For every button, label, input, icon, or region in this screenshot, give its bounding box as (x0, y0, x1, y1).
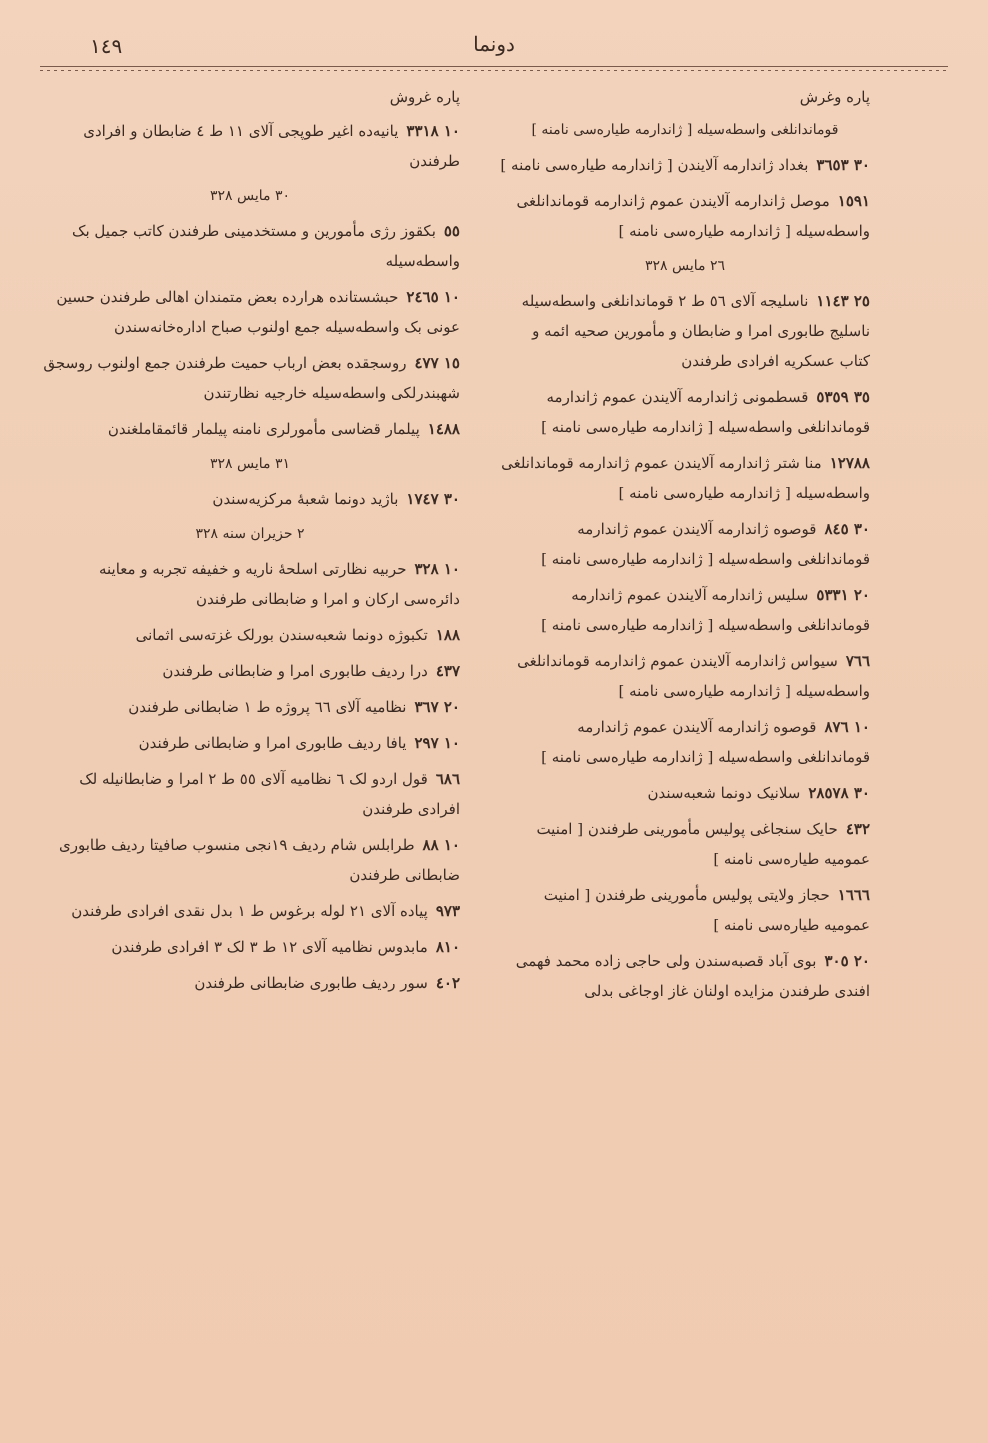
entry-text: مابدوس نظامیه آلای ١٢ ط ٣ لک ٣ افرادی طرفندن (111, 938, 428, 956)
ledger-entry (500, 646, 870, 706)
entry-amount: ١٤٨٨ (427, 420, 460, 438)
entry-text: موصل ژاندارمه آلایندن عموم ژاندارمه قوماندانلغی واسطه‌سیله [ ژاندارمه طیاره‌سی نامنه ] (516, 192, 870, 240)
entry-text: پیلمار قضاسی مأمورلری نامنه پیلمار قائمقاملغندن (107, 420, 420, 438)
ledger-entry (40, 968, 460, 998)
entry-amount: ٤٣٧ (435, 662, 460, 680)
entry-amount: ١٠ ٨٧٦ (824, 718, 870, 736)
entry-amount: ٦٨٦ (435, 770, 460, 788)
ledger-entry (500, 382, 870, 442)
entry-text: قوصوه ژاندارمه آلایندن عموم ژاندارمه قوماندانلغی واسطه‌سیله [ ژاندارمه طیاره‌سی نامنه ] (541, 718, 870, 766)
date-line (40, 450, 460, 478)
ledger-entry (500, 880, 870, 940)
entry-amount: ٣٠ ٨٤٥ (824, 520, 870, 538)
date-line (500, 252, 870, 280)
ledger-entry (500, 448, 870, 508)
ledger-entry (40, 692, 460, 722)
entry-text: بکقوز رژی مأمورین و مستخدمینی طرفندن کاتب جمیل بک واسطه‌سیله (72, 222, 460, 270)
entry-text: ٣١ مایس ٣٢٨ (209, 456, 291, 472)
ledger-entry (500, 186, 870, 246)
ledger-entry (500, 946, 870, 1006)
page-number: ١٤٩ (90, 34, 123, 58)
ledger-entry (40, 216, 460, 276)
entry-amount: ٢٥ ١١٤٣ (816, 292, 870, 310)
entry-amount: ٣٠ ١٧٤٧ (406, 490, 460, 508)
entry-text: سور ردیف طابوری ضابطانی طرفندن (194, 974, 428, 992)
entry-text: قول اردو لک ٦ نظامیه آلای ٥٥ ط ٢ امرا و ضابطانیله لک افرادی طرفندن (79, 770, 460, 818)
ledger-entry (500, 580, 870, 640)
entry-list (40, 116, 460, 998)
entry-text: حایک سنجاغی پولیس مأمورینی طرفندن [ امنیت عمومیه طیاره‌سی نامنه ] (536, 820, 870, 868)
date-line (500, 116, 870, 144)
entry-text: یافا ردیف طابوری امرا و ضابطانی طرفندن (138, 734, 407, 752)
entry-text: سلیس ژاندارمه آلایندن عموم ژاندارمه قوماندانلغی واسطه‌سیله [ ژاندارمه طیاره‌سی نامنه ] (541, 586, 870, 634)
entry-text: ٢٦ مایس ٣٢٨ (644, 258, 726, 274)
ledger-entry (40, 554, 460, 614)
ledger-entry (40, 414, 460, 444)
entry-text: سلانیک دونما شعبه‌سندن (647, 784, 801, 802)
entry-text: حجاز ولایتی پولیس مأمورینی طرفندن [ امنیت عمومیه طیاره‌سی نامنه ] (543, 886, 870, 934)
entry-amount: ٨١٠ (435, 938, 460, 956)
entry-text: پیاده آلای ٢١ لوله برغوس ط ١ بدل نقدی افرادی طرفندن (71, 902, 428, 920)
entry-amount: ١٢٧٨٨ (829, 454, 870, 472)
entry-amount: ٢٠ ٣٦٧ (414, 698, 460, 716)
entry-amount: ١٦٦٦ (837, 886, 870, 904)
entry-amount: ٣٠ ٣٦٥٣ (816, 156, 870, 174)
entry-text: یانیه‌ده اغیر طوپجی آلای ١١ ط ٤ ضابطان و افرادی طرفندن (83, 122, 460, 170)
entry-amount: ٩٧٣ (435, 902, 460, 920)
entry-text: ٢ حزیران سنه ٣٢٨ (195, 526, 305, 542)
entry-text: روسجقده بعض ارباب حمیت طرفندن جمع اولنوب روسجق شهبندرلکی واسطه‌سیله خارجیه نظارتندن (43, 354, 460, 402)
entry-amount: ١٥٩١ (837, 192, 870, 210)
ledger-entry (40, 728, 460, 758)
ledger-entry (500, 286, 870, 376)
left-column (40, 88, 460, 1004)
entry-amount: ٢٠ ٣٠٥ (824, 952, 870, 970)
entry-text: تکبوژه دونما شعبه‌سندن بورلک غزته‌سی اثمانی (135, 626, 428, 644)
entry-text: باژید دونما شعبهٔ مرکزیه‌سندن (212, 490, 399, 508)
entry-amount: ١٠ ٣٣١٨ (406, 122, 460, 140)
date-line (40, 520, 460, 548)
entry-text: سیواس ژاندارمه آلایندن عموم ژاندارمه قوماندانلغی واسطه‌سیله [ ژاندارمه طیاره‌سی نامنه ] (517, 652, 870, 700)
entry-text: بوی آباد قصبه‌سندن ولی حاجی زاده محمد فهمی افندی طرفندن مزایده اولنان غاز اوجاغی بدلی (515, 952, 870, 1000)
entry-text: نظامیه آلای ٦٦ پروژه ط ١ ضابطانی طرفندن (128, 698, 407, 716)
entry-text: منا شتر ژاندارمه آلایندن عموم ژاندارمه قوماندانلغی واسطه‌سیله [ ژاندارمه طیاره‌سی نامنه ] (501, 454, 870, 502)
entry-text: قوماندانلغی واسطه‌سیله [ ژاندارمه طیاره‌سی نامنه ] (531, 122, 839, 138)
entry-text: درا ردیف طابوری امرا و ضابطانی طرفندن (162, 662, 428, 680)
entry-amount: ١٨٨ (435, 626, 460, 644)
entry-text: طرابلس شام ردیف ١٩نجی منسوب صافیتا ردیف طابوری ضابطانی طرفندن (58, 836, 460, 884)
ledger-entry (500, 150, 870, 180)
ledger-entry (40, 116, 460, 176)
ledger-entry (500, 712, 870, 772)
entry-amount: ٤٣٢ (845, 820, 870, 838)
ledger-entry (40, 932, 460, 962)
column-heading: پاره غروش (389, 88, 460, 106)
entry-text: حربیه نظارتی اسلحهٔ ناریه و خفیفه تجربه و معاینه دائره‌سی ارکان و امرا و ضابطانی طرفندن (98, 560, 460, 608)
ledger-entry (40, 896, 460, 926)
ledger-entry (500, 814, 870, 874)
entry-amount: ٢٠ ٥٣٣١ (816, 586, 870, 604)
entry-amount: ٣٠ ٢٨٥٧٨ (808, 784, 870, 802)
ledger-entry (40, 484, 460, 514)
ledger-entry (40, 764, 460, 824)
ledger-entry (500, 778, 870, 808)
ledger-entry (40, 348, 460, 408)
ledger-entry (500, 514, 870, 574)
entry-amount: ١٠ ٢٩٧ (414, 734, 460, 752)
entry-list (500, 116, 870, 1006)
ledger-entry (40, 830, 460, 890)
entry-amount: ٤٠٢ (435, 974, 460, 992)
entry-amount: ٧٦٦ (845, 652, 870, 670)
entry-amount: ٥٥ (443, 222, 460, 240)
ledger-entry (40, 656, 460, 686)
entry-text: قوصوه ژاندارمه آلایندن عموم ژاندارمه قوماندانلغی واسطه‌سیله [ ژاندارمه طیاره‌سی نامنه ] (541, 520, 870, 568)
right-column (500, 88, 870, 1012)
entry-text: حبشستانده هرارده بعض متمندان اهالی طرفندن حسین عونی بک واسطه‌سیله جمع اولنوب صباح اداره‌خانه‌سندن (56, 288, 460, 336)
entry-text: قسطمونی ژاندارمه آلایندن عموم ژاندارمه قوماندانلغی واسطه‌سیله [ ژاندارمه طیاره‌سی نامنه ] (541, 388, 870, 436)
header-rule (40, 66, 948, 73)
running-title: دونما (473, 32, 515, 56)
entry-text: ناسلیجه آلای ٥٦ ط ٢ قوماندانلغی واسطه‌سیله ناسلیج طابوری امرا و ضابطان و مأمورین صحیه ائمه و کتاب عسکریه افرادی طرفندن (521, 292, 870, 370)
entry-amount: ١٠ ٨٨ (422, 836, 460, 854)
page-header (40, 26, 948, 70)
column-heading: پاره وغرش (799, 88, 870, 106)
entry-amount: ١٠ ٢٤٦٥ (406, 288, 460, 306)
ledger-entry (40, 620, 460, 650)
entry-amount: ٣٥ ٥٣٥٩ (816, 388, 870, 406)
ledger-entry (40, 282, 460, 342)
entry-text: ٣٠ مایس ٣٢٨ (209, 188, 291, 204)
date-line (40, 182, 460, 210)
entry-amount: ١٥ ٤٧٧ (414, 354, 460, 372)
entry-text: بغداد ژاندارمه آلایندن [ ژاندارمه طیاره‌سی نامنه ] (500, 156, 809, 174)
entry-amount: ١٠ ٣٢٨ (414, 560, 460, 578)
